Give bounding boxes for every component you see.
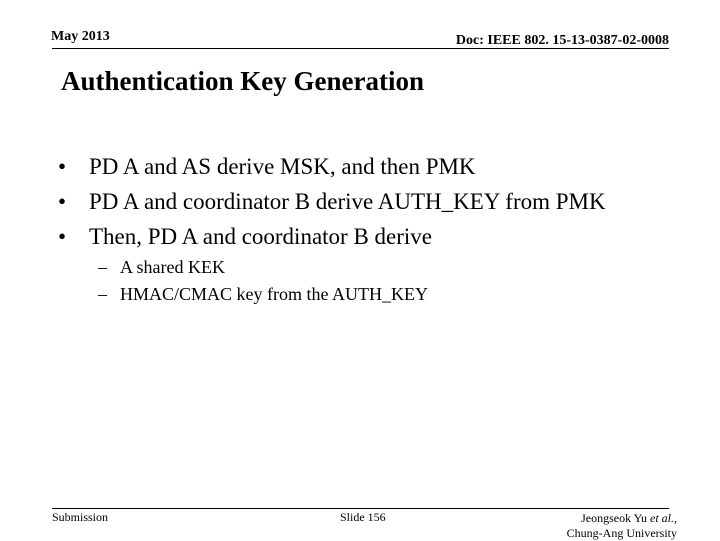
header-doc-id: Doc: IEEE 802. 15-13-0387-02-0008 (455, 33, 669, 48)
bullet-item (58, 149, 606, 184)
author-name: Jeongseok Yu (581, 511, 647, 525)
footer-divider (52, 508, 669, 509)
footer-submission: Submission (52, 510, 109, 524)
dash-icon: – (98, 284, 107, 304)
footer-affiliation: Chung-Ang University (566, 526, 677, 540)
header-date: May 2013 (51, 29, 110, 44)
header-divider (52, 48, 669, 49)
bullet-item (58, 184, 606, 219)
sub-bullet-item (98, 254, 428, 281)
bullet-dot-icon: • (58, 154, 67, 179)
bullet-text: PD A and coordinator B derive AUTH_KEY from PMK (89, 189, 606, 214)
sub-bullet-text: HMAC/CMAC key from the AUTH_KEY (120, 284, 428, 304)
bullet-text: Then, PD A and coordinator B derive (89, 224, 433, 249)
sub-bullet-list (98, 254, 428, 308)
dash-icon: – (98, 257, 107, 277)
footer-slide-number: Slide 156 (340, 510, 386, 524)
footer-author-line (567, 511, 677, 526)
slide-title: Authentication Key Generation (61, 66, 424, 96)
bullet-text: PD A and AS derive MSK, and then PMK (89, 154, 476, 179)
bullet-dot-icon: • (58, 224, 67, 249)
bullet-item (58, 219, 606, 254)
author-suffix: , (674, 511, 677, 525)
author-etal: et al. (647, 511, 674, 525)
sub-bullet-item (98, 281, 428, 308)
sub-bullet-text: A shared KEK (120, 257, 225, 277)
footer-author (567, 511, 677, 541)
bullet-list (58, 149, 606, 254)
bullet-dot-icon: • (58, 189, 67, 214)
